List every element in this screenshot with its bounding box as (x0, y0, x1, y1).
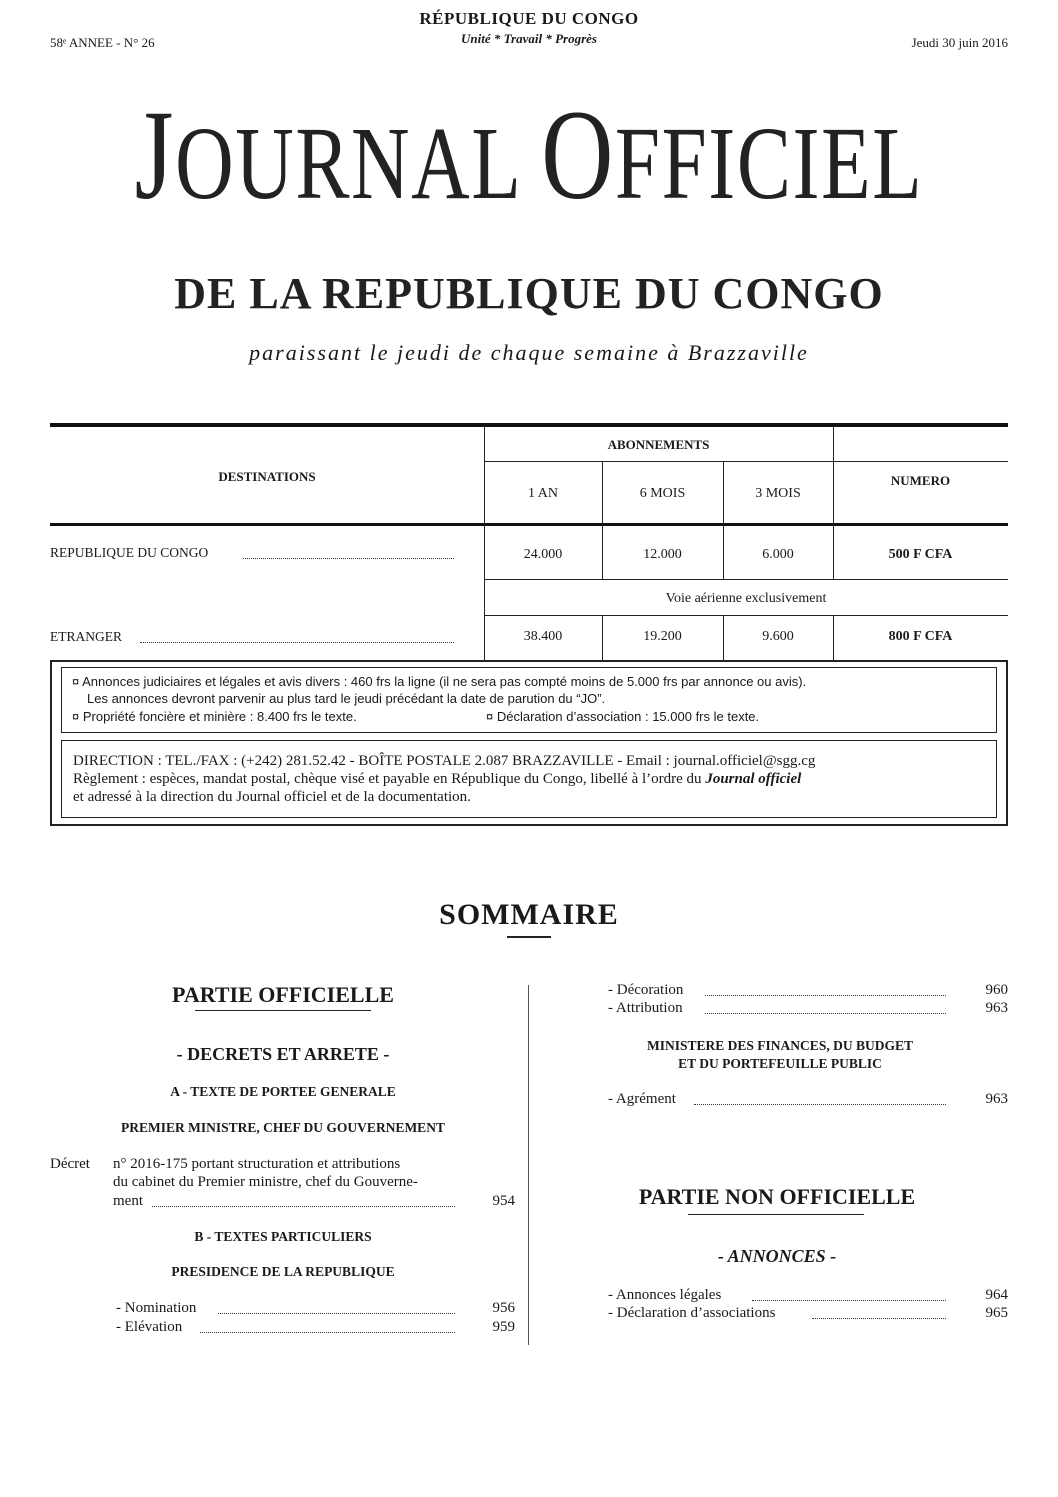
numero-header: NUMERO (890, 473, 951, 488)
dot-leader (694, 1104, 946, 1105)
ministry-title: MINISTERE DES FINANCES, DU BUDGET (647, 1038, 913, 1053)
ministry-title: ET DU PORTEFEUILLE PUBLIC (678, 1056, 882, 1071)
toc-entry: - Déclaration d’associations (608, 1305, 776, 1321)
direction-contact: DIRECTION : TEL./FAX : (+242) 281.52.42 - BOÎTE POSTALE 2.087 BRAZZAVILLE - Email : journal.officiel@sgg.cg (73, 753, 816, 769)
toc-entry: - Décoration (608, 982, 684, 998)
numero-price: 500 F CFA (888, 547, 953, 562)
partie-officielle-title: PARTIE OFFICIELLE (172, 982, 394, 1007)
abonnements-header: ABONNEMENTS (607, 437, 710, 452)
dot-leader (705, 1013, 946, 1014)
price-cell: 24.000 (523, 547, 563, 562)
ministry-title: PRESIDENCE DE LA REPUBLIQUE (171, 1264, 395, 1279)
rates-note: ¤ Annonces judiciaires et légales et avis divers : 460 frs la ligne (il ne sera pas compté moins de 5.000 frs par annonce ou avis). (72, 674, 807, 689)
decret-text: du cabinet du Premier ministre, chef du Gouverne- (113, 1174, 418, 1190)
destination-label: REPUBLIQUE DU CONGO (50, 545, 209, 560)
section-b-title: B - TEXTES PARTICULIERS (194, 1229, 372, 1244)
toc-entry: - Nomination (116, 1300, 197, 1316)
journal-title: JOURNAL OFFICIEL (134, 84, 924, 226)
partie-non-officielle-title: PARTIE NON OFFICIELLE (638, 1184, 916, 1209)
table-top-rule (50, 423, 1008, 427)
direction-payment: Règlement : espèces, mandat postal, chèque visé et payable en République du Congo, libellé à l’ordre du Journal officiel (73, 771, 802, 787)
price-cell: 9.600 (762, 629, 794, 644)
column-divider (528, 985, 529, 1345)
toc-entry: - Attribution (608, 1000, 683, 1016)
journal-tagline: paraissant le jeudi de chaque semaine à Brazzaville (249, 340, 809, 365)
national-motto: Unité * Travail * Progrès (460, 31, 597, 46)
rates-note: ¤ Déclaration d’association : 15.000 frs le texte. (486, 709, 760, 724)
rates-note: Les annonces devront parvenir au plus tard le jeudi précédant la date de parution du “JO”. (87, 691, 606, 706)
page-number: 959 (492, 1319, 515, 1335)
price-cell: 19.200 (643, 629, 682, 644)
abonnements-rule (484, 461, 1008, 462)
journal-subtitle: DE LA REPUBLIQUE DU CONGO (174, 269, 884, 318)
dot-leader (705, 995, 946, 996)
period-header: 1 AN (528, 486, 558, 501)
sommaire-title: SOMMAIRE (439, 898, 619, 931)
dot-leader (152, 1206, 455, 1207)
price-cell: 6.000 (762, 547, 794, 562)
dot-leader (218, 1313, 455, 1314)
toc-entry: - Annonces légales (608, 1287, 722, 1303)
row1-rule (484, 579, 1008, 580)
country-header: RÉPUBLIQUE DU CONGO (419, 9, 639, 28)
decret-label: Décret (50, 1156, 90, 1172)
direction-address: et adressé à la direction du Journal officiel et de la documentation. (73, 789, 471, 805)
table-vline (484, 427, 485, 660)
period-header: 3 MOIS (755, 486, 801, 501)
toc-entry: - Elévation (116, 1319, 183, 1335)
destinations-header: DESTINATIONS (218, 469, 316, 484)
decrets-title: - DECRETS ET ARRETE - (176, 1044, 390, 1064)
price-cell: 38.400 (523, 629, 563, 644)
air-rule (484, 615, 1008, 616)
section-underline (195, 1010, 371, 1011)
numero-price: 800 F CFA (888, 629, 953, 644)
page-number: 964 (985, 1287, 1008, 1303)
issue-date: Jeudi 30 juin 2016 (911, 35, 1008, 50)
dot-leader (140, 642, 454, 643)
section-a-title: A - TEXTE DE PORTEE GENERALE (170, 1084, 396, 1099)
page-number: 963 (985, 1000, 1008, 1016)
decret-text: ment (113, 1193, 143, 1209)
air-note: Voie aérienne exclusivement (665, 591, 827, 606)
dot-leader (200, 1332, 455, 1333)
page-number: 954 (492, 1193, 515, 1209)
dot-leader (752, 1300, 946, 1301)
annonces-title: - ANNONCES - (717, 1246, 837, 1266)
page-number: 965 (985, 1305, 1008, 1321)
ministry-title: PREMIER MINISTRE, CHEF DU GOUVERNEMENT (121, 1120, 445, 1135)
dot-leader (243, 558, 454, 559)
toc-entry: - Agrément (608, 1091, 676, 1107)
decret-text: n° 2016-175 portant structuration et attributions (113, 1156, 401, 1172)
destination-label: ETRANGER (50, 629, 122, 644)
period-header: 6 MOIS (639, 486, 686, 501)
sommaire-underline (507, 936, 551, 938)
page-number: 963 (985, 1091, 1008, 1107)
price-cell: 12.000 (643, 547, 682, 562)
rates-note: ¤ Propriété foncière et minière : 8.400 frs le texte. (72, 709, 357, 724)
page-number: 956 (492, 1300, 515, 1316)
section-underline (688, 1214, 864, 1215)
issue-number: 58ᵉ ANNEE - N° 26 (50, 35, 155, 50)
page-number: 960 (985, 982, 1008, 998)
dot-leader (812, 1318, 946, 1319)
table-header-rule (50, 523, 1008, 526)
